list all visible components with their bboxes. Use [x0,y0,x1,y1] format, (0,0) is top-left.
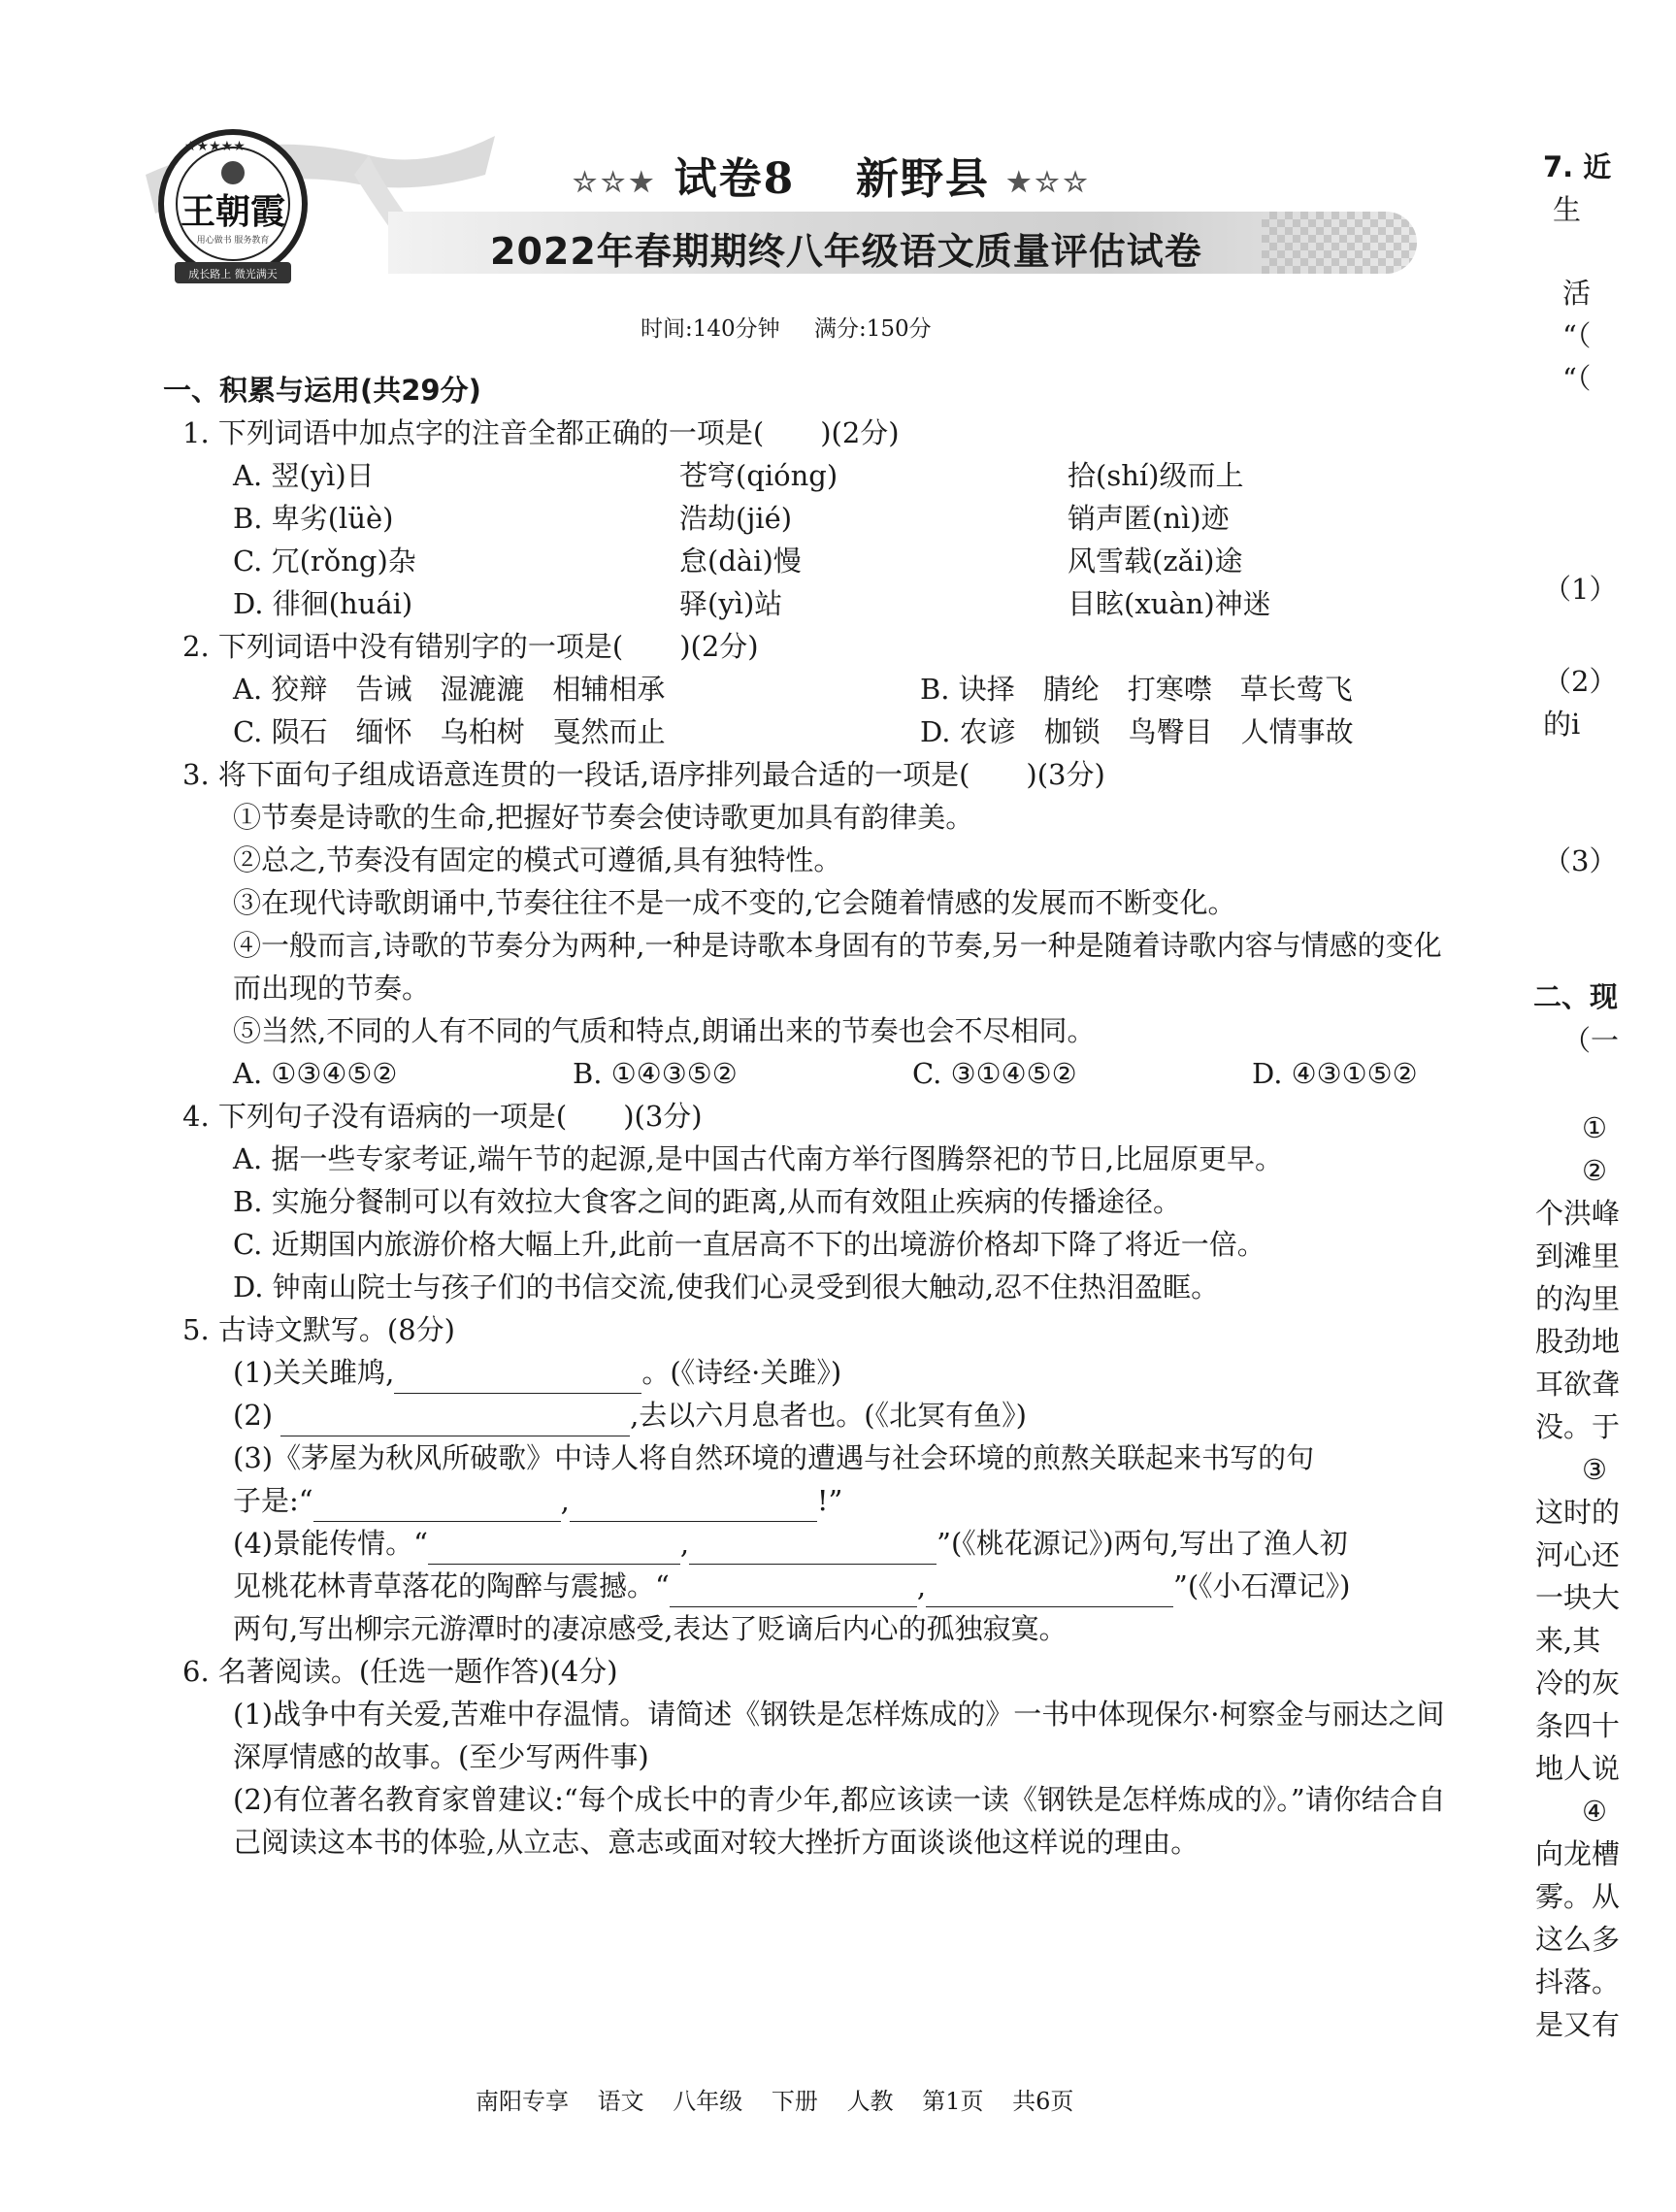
star-icon: ★☆☆ [1006,166,1092,198]
answer-blank[interactable] [570,1492,817,1522]
recitation-line-1 [233,1351,1456,1394]
line-text: , [560,1484,570,1517]
recitation-line-3 [233,1436,1456,1479]
answer-blank[interactable] [670,1577,917,1607]
option-cell: 目眩(xuàn)神迷 [1068,587,1271,620]
sentence: ②总之,节奏没有固定的模式可遵循,具有独特性。 [233,843,842,876]
question-6 [182,1650,1456,1864]
paper-title [573,144,1092,204]
question-stem: 4. 下列句子没有语病的一项是( )(3分) [182,1100,703,1133]
svg-text:★★★★★: ★★★★★ [184,139,246,154]
recitation-line-4b [233,1565,1456,1607]
column-line: （3） [1543,844,1618,877]
column-line: 河心还 [1535,1538,1621,1571]
column-line: ② [1582,1154,1607,1187]
line-text: , [679,1527,690,1560]
line-text: 。(《诗经·关雎》) [641,1356,842,1389]
footer-subject: 语文 [597,2088,644,2115]
line-text: ,去以六月息者也。(《北冥有鱼》) [630,1399,1027,1432]
column-line: 是又有 [1535,2008,1621,2041]
sentence: ①节奏是诗歌的生命,把握好节奏会使诗歌更加具有韵律美。 [233,801,974,834]
footer-grade: 八年级 [673,2088,743,2115]
question-stem: 1. 下列词语中加点字的注音全都正确的一项是( )(2分) [182,416,900,449]
question-1 [182,412,1456,625]
option-cell: D. 徘徊(huái) [233,587,413,620]
answer-blank[interactable] [689,1535,937,1565]
recitation-line-4c: 两句,写出柳宗元游潭时的凄凉感受,表达了贬谪后内心的孤独寂寞。 [233,1612,1068,1645]
option-cell: 驿(yì)站 [679,587,783,620]
line-text: (3)《茅屋为秋风所破歌》中诗人将自然环境的遭遇与社会环境的煎熬关联起来书写的句 [233,1441,1315,1474]
county-name: 新野县 [855,154,990,204]
line-text: (4)景能传情。“ [233,1527,428,1560]
option-cell: 浩劫(jié) [679,502,793,535]
column-line: 个洪峰 [1535,1197,1621,1230]
star-icon: ☆☆★ [573,166,658,198]
option-cell: 怠(dài)慢 [679,545,802,578]
option-cell: D. 农谚 枷锁 鸟臀目 人情事故 [920,715,1354,748]
option-cell: A. 狡辩 告诫 湿漉漉 相辅相承 [233,673,666,706]
answer-blank[interactable] [394,1364,641,1394]
svg-text:成长路上 微光满天: 成长路上 微光满天 [188,268,278,281]
recitation-line-2 [233,1394,1456,1436]
column-line: 二、现 [1533,980,1619,1013]
answer-blank[interactable] [428,1535,680,1565]
column-line: 一块大 [1535,1581,1621,1614]
question-3 [182,753,1456,1095]
footer-volume: 下册 [771,2088,818,2115]
option-cell: C. 陨石 缅怀 乌桕树 戛然而止 [233,715,666,748]
option-cell: C. ③①④⑤② [912,1057,1077,1090]
option-line: C. 近期国内旅游价格大幅上升,此前一直居高不下的出境游价格却下降了将近一倍。 [233,1228,1265,1261]
line-text: , [916,1569,927,1602]
footer-page: 第1页 [922,2088,984,2115]
page-footer [476,2082,1095,2116]
column-line: 股劲地 [1535,1325,1621,1358]
answer-blank[interactable] [926,1577,1173,1607]
option-cell: 拾(shí)级而上 [1068,459,1244,492]
option-cell: B. 诀择 腈纶 打寒噤 草长莺飞 [920,673,1353,706]
column-line: 耳欲聋 [1535,1368,1621,1401]
column-line: （1） [1543,573,1618,606]
sentence: ③在现代诗歌朗诵中,节奏往往不是一成不变的,它会随着情感的发展而不断变化。 [233,886,1236,919]
option-grid [233,1052,1456,1095]
exam-title: 2022年春期期终八年级语文质量评估试卷 [490,230,1202,273]
exam-score: 满分:150分 [813,316,932,342]
next-page-column [1533,146,1676,2067]
option-cell: B. 卑劣(lüè) [233,502,394,535]
exam-meta [641,311,959,343]
column-line: 地人说 [1535,1752,1621,1785]
line-text: ”(《小石潭记》) [1173,1569,1351,1602]
column-line: 这么多 [1535,1923,1621,1956]
line-text: ”(《桃花源记》)两句,写出了渔人初 [937,1527,1348,1560]
publisher-logo [155,126,311,291]
option-cell: C. 冗(rǒng)杂 [233,545,416,578]
column-line: （一 [1562,1024,1620,1057]
recitation-line-4 [233,1522,1456,1565]
line-text: 子是:“ [233,1484,313,1517]
option-cell: A. 翌(yì)日 [233,459,375,492]
column-line: 向龙槽 [1535,1837,1621,1870]
option-grid [233,454,1456,625]
footer-edition: 人教 [846,2088,894,2115]
question-stem: 2. 下列词语中没有错别字的一项是( )(2分) [182,630,759,663]
column-line: 的沟里 [1535,1282,1621,1315]
answer-blank[interactable] [280,1406,630,1436]
column-line: “（ [1562,319,1592,352]
option-cell: B. ①④③⑤② [573,1057,738,1090]
column-line: ③ [1582,1453,1607,1486]
exam-time: 时间:140分钟 [641,316,780,342]
footer-total: 共6页 [1012,2088,1074,2115]
option-cell: D. ④③①⑤② [1252,1057,1418,1090]
question-stem: 6. 名著阅读。(任选一题作答)(4分) [182,1655,618,1688]
question-stem: 5. 古诗文默写。(8分) [182,1313,455,1346]
column-line: 条四十 [1535,1709,1621,1742]
question-2 [182,625,1456,753]
column-line: 雾。从 [1535,1880,1621,1913]
column-line: 没。于 [1535,1410,1621,1443]
column-line: （2） [1543,665,1618,698]
option-line: D. 钟南山院士与孩子们的书信交流,使我们心灵受到很大触动,忍不住热泪盈眶。 [233,1271,1220,1304]
column-line: ① [1582,1111,1607,1144]
footer-series: 南阳专享 [476,2088,569,2115]
line-text: !” [816,1484,843,1517]
column-line: 7. 近 [1543,150,1612,183]
column-line: 到滩里 [1535,1239,1621,1272]
line-text: (1)关关雎鸠, [233,1356,395,1389]
paper-number: 试卷8 [674,154,796,204]
question-stem: 3. 将下面句子组成语意连贯的一段话,语序排列最合适的一项是( )(3分) [182,758,1105,791]
line-text: 见桃花林青草落花的陶醉与震撼。“ [233,1569,670,1602]
column-line: 来,其 [1535,1624,1601,1657]
line-text: (2) [233,1399,274,1432]
column-line: 这时的 [1535,1496,1621,1529]
question-5 [182,1308,1456,1650]
svg-text:用心做书 服务教育: 用心做书 服务教育 [196,236,270,246]
column-line: 冷的灰 [1535,1667,1621,1700]
sentence: ⑤当然,不同的人有不同的气质和特点,朗诵出来的节奏也会不尽相同。 [233,1014,1096,1047]
option-cell: 苍穹(qióng) [679,459,838,492]
recitation-line-3b [233,1479,1456,1522]
column-line: “（ [1562,362,1592,395]
column-line: 抖落。 [1535,1965,1621,1998]
option-line: B. 实施分餐制可以有效拉大食客之间的距离,从而有效阻止疾病的传播途径。 [233,1185,1181,1218]
svg-text:王朝霞: 王朝霞 [180,191,286,232]
column-line: 的i [1543,708,1581,741]
subquestion: (2)有位著名教育家曾建议:“每个成长中的青少年,都应该读一读《钢铁是怎样炼成的》。”请你结合自己阅读这本书的体验,从立志、意志或面对较大挫折方面谈谈他这样说的理由。 [233,1783,1446,1859]
option-cell: A. ①③④⑤② [233,1057,398,1090]
answer-blank[interactable] [313,1492,561,1522]
subquestion: (1)战争中有关爱,苦难中存温情。请简述《钢铁是怎样炼成的》一书中体现保尔·柯察金与丽达之间深厚情感的故事。(至少写两件事) [233,1698,1445,1773]
option-line: A. 据一些专家考证,端午节的起源,是中国古代南方举行图腾祭祀的节日,比屈原更早。 [233,1142,1284,1175]
sentence: ④一般而言,诗歌的节奏分为两种,一种是诗歌本身固有的节奏,另一种是随着诗歌内容与情感的变化而出现的节奏。 [233,929,1442,1005]
option-cell: 销声匿(nì)迹 [1068,502,1230,535]
option-grid [233,668,1456,753]
column-line: 活 [1562,277,1592,310]
question-4 [182,1095,1456,1308]
option-cell: 风雪载(zǎi)途 [1068,545,1243,578]
column-line: ④ [1582,1795,1607,1828]
section-1 [165,369,1456,1864]
column-line: 生 [1553,193,1582,226]
section-heading: 一、积累与运用(共29分) [163,374,481,407]
